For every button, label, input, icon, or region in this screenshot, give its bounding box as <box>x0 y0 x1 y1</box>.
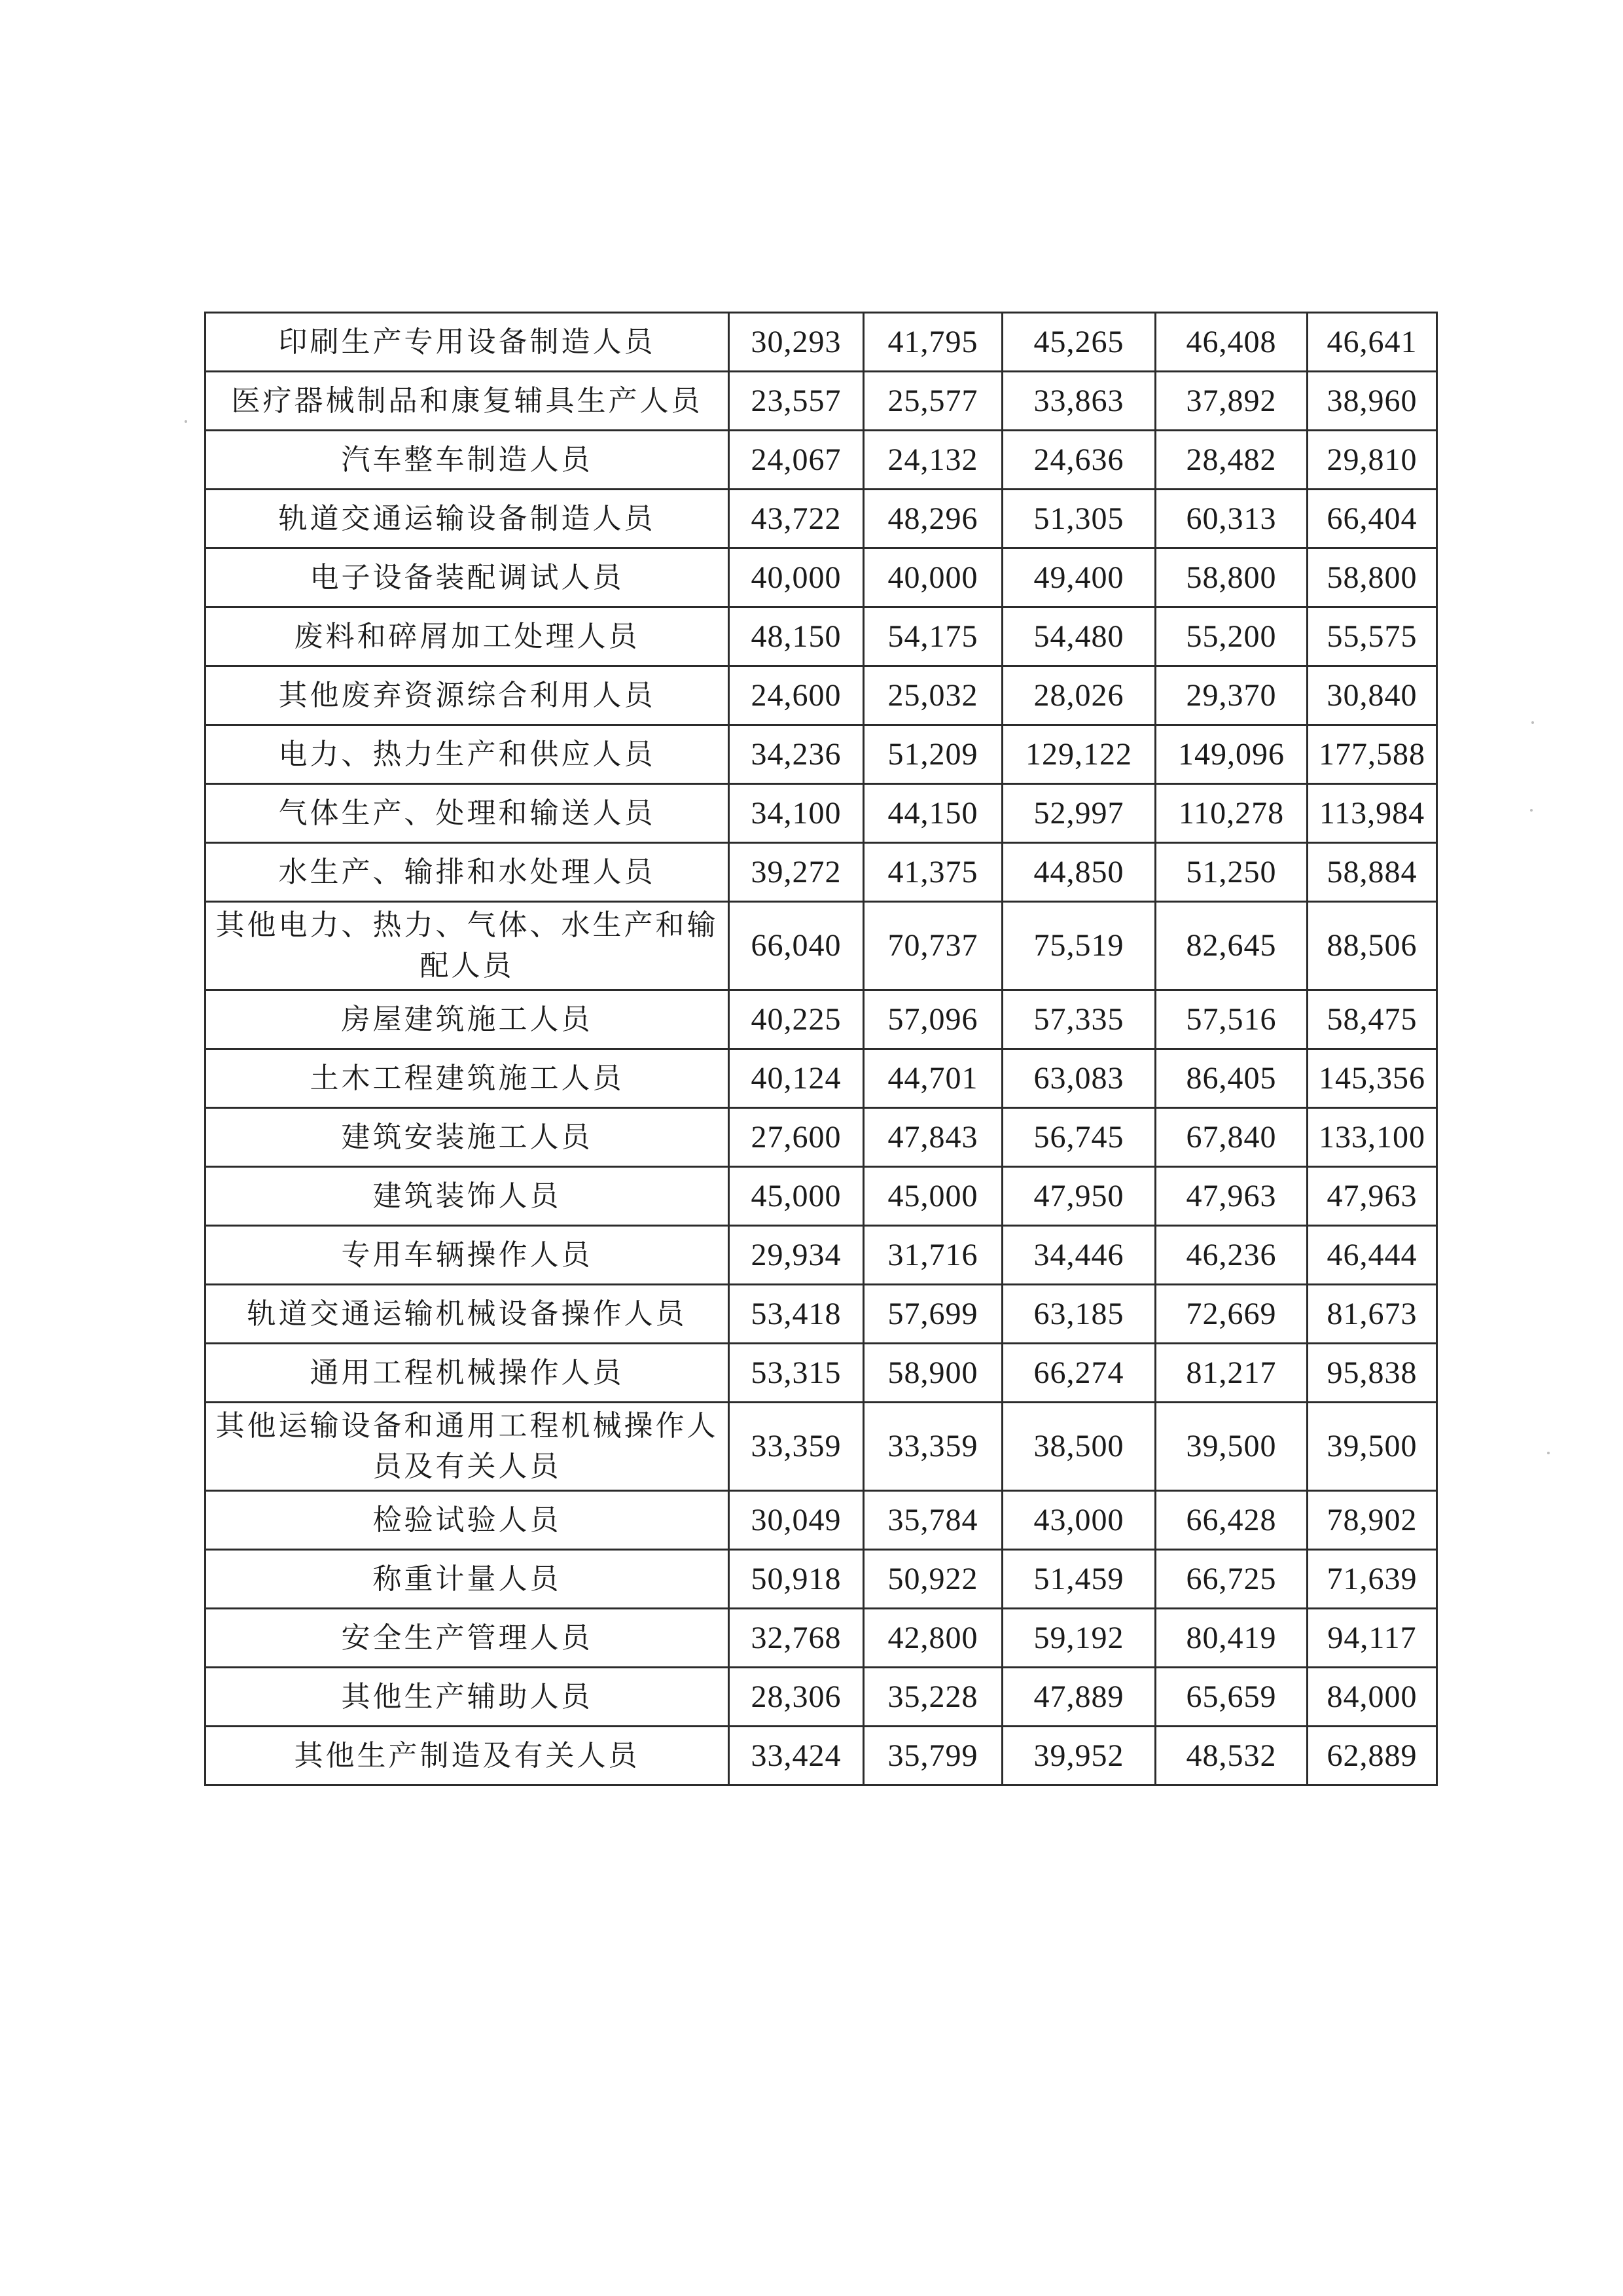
wage-value-cell: 57,335 <box>1003 990 1156 1049</box>
occupation-name-cell: 水生产、输排和水处理人员 <box>205 843 729 902</box>
wage-value-cell: 65,659 <box>1156 1668 1308 1727</box>
wage-value-cell: 31,716 <box>864 1226 1003 1285</box>
wage-value-cell: 34,100 <box>729 784 864 843</box>
wage-value-cell: 53,418 <box>729 1285 864 1344</box>
wage-value-cell: 66,274 <box>1003 1344 1156 1403</box>
wage-value-cell: 29,370 <box>1156 666 1308 725</box>
wage-value-cell: 54,480 <box>1003 607 1156 666</box>
scan-speck <box>1531 721 1534 724</box>
wage-value-cell: 80,419 <box>1156 1609 1308 1668</box>
scan-speck <box>1530 809 1533 812</box>
scan-speck <box>1547 1452 1550 1454</box>
wage-value-cell: 66,725 <box>1156 1550 1308 1609</box>
occupation-name-cell: 废料和碎屑加工处理人员 <box>205 607 729 666</box>
wage-value-cell: 44,850 <box>1003 843 1156 902</box>
wage-value-cell: 113,984 <box>1308 784 1437 843</box>
wage-value-cell: 48,150 <box>729 607 864 666</box>
wage-value-cell: 66,040 <box>729 902 864 990</box>
wage-value-cell: 46,408 <box>1156 313 1308 372</box>
wage-value-cell: 47,950 <box>1003 1167 1156 1226</box>
wage-value-cell: 58,475 <box>1308 990 1437 1049</box>
wage-value-cell: 39,500 <box>1308 1403 1437 1491</box>
table-row <box>205 313 1437 372</box>
table-row <box>205 1285 1437 1344</box>
wage-value-cell: 34,236 <box>729 725 864 784</box>
wage-value-cell: 40,000 <box>864 548 1003 607</box>
wage-value-cell: 39,500 <box>1156 1403 1308 1491</box>
occupation-name-cell: 建筑安装施工人员 <box>205 1108 729 1167</box>
occupation-name-cell: 房屋建筑施工人员 <box>205 990 729 1049</box>
wage-value-cell: 43,722 <box>729 490 864 548</box>
wage-value-cell: 57,699 <box>864 1285 1003 1344</box>
wage-value-cell: 29,810 <box>1308 431 1437 490</box>
wage-value-cell: 58,800 <box>1308 548 1437 607</box>
wage-value-cell: 47,963 <box>1308 1167 1437 1226</box>
occupation-name-cell: 专用车辆操作人员 <box>205 1226 729 1285</box>
wage-value-cell: 25,577 <box>864 372 1003 431</box>
wage-value-cell: 59,192 <box>1003 1609 1156 1668</box>
wage-value-cell: 41,795 <box>864 313 1003 372</box>
table-row <box>205 372 1437 431</box>
table-row <box>205 490 1437 548</box>
wage-value-cell: 72,669 <box>1156 1285 1308 1344</box>
wage-value-cell: 70,737 <box>864 902 1003 990</box>
wage-value-cell: 30,049 <box>729 1491 864 1550</box>
wage-value-cell: 75,519 <box>1003 902 1156 990</box>
wage-value-cell: 88,506 <box>1308 902 1437 990</box>
wage-value-cell: 81,217 <box>1156 1344 1308 1403</box>
occupation-name-cell: 轨道交通运输设备制造人员 <box>205 490 729 548</box>
wage-value-cell: 62,889 <box>1308 1727 1437 1785</box>
table-row <box>205 548 1437 607</box>
wage-value-cell: 52,997 <box>1003 784 1156 843</box>
table-row <box>205 666 1437 725</box>
wage-value-cell: 46,641 <box>1308 313 1437 372</box>
wage-value-cell: 58,884 <box>1308 843 1437 902</box>
wage-value-cell: 28,026 <box>1003 666 1156 725</box>
table-row <box>205 1609 1437 1668</box>
wage-value-cell: 51,250 <box>1156 843 1308 902</box>
wage-value-cell: 44,701 <box>864 1049 1003 1108</box>
occupation-name-cell: 轨道交通运输机械设备操作人员 <box>205 1285 729 1344</box>
wage-value-cell: 33,424 <box>729 1727 864 1785</box>
wage-value-cell: 145,356 <box>1308 1049 1437 1108</box>
wage-value-cell: 129,122 <box>1003 725 1156 784</box>
wage-value-cell: 55,575 <box>1308 607 1437 666</box>
wage-value-cell: 54,175 <box>864 607 1003 666</box>
wage-value-cell: 42,800 <box>864 1609 1003 1668</box>
table-row <box>205 1226 1437 1285</box>
occupation-name-cell: 其他电力、热力、气体、水生产和输配人员 <box>205 902 729 990</box>
wage-value-cell: 94,117 <box>1308 1609 1437 1668</box>
table-row <box>205 607 1437 666</box>
wage-value-cell: 56,745 <box>1003 1108 1156 1167</box>
wage-value-cell: 29,934 <box>729 1226 864 1285</box>
wage-value-cell: 66,404 <box>1308 490 1437 548</box>
wage-table-body <box>205 313 1437 1785</box>
wage-value-cell: 48,532 <box>1156 1727 1308 1785</box>
occupation-name-cell: 其他生产制造及有关人员 <box>205 1727 729 1785</box>
wage-value-cell: 71,639 <box>1308 1550 1437 1609</box>
wage-value-cell: 40,000 <box>729 548 864 607</box>
table-row <box>205 1550 1437 1609</box>
wage-value-cell: 44,150 <box>864 784 1003 843</box>
wage-value-cell: 32,768 <box>729 1609 864 1668</box>
occupation-name-cell: 医疗器械制品和康复辅具生产人员 <box>205 372 729 431</box>
table-row <box>205 1403 1437 1491</box>
wage-value-cell: 86,405 <box>1156 1049 1308 1108</box>
wage-value-cell: 57,096 <box>864 990 1003 1049</box>
wage-value-cell: 38,500 <box>1003 1403 1156 1491</box>
wage-value-cell: 24,636 <box>1003 431 1156 490</box>
table-row <box>205 725 1437 784</box>
wage-value-cell: 63,185 <box>1003 1285 1156 1344</box>
wage-value-cell: 66,428 <box>1156 1491 1308 1550</box>
wage-value-cell: 46,444 <box>1308 1226 1437 1285</box>
table-row <box>205 902 1437 990</box>
wage-value-cell: 25,032 <box>864 666 1003 725</box>
wage-value-cell: 133,100 <box>1308 1108 1437 1167</box>
wage-value-cell: 82,645 <box>1156 902 1308 990</box>
wage-value-cell: 33,359 <box>864 1403 1003 1491</box>
occupation-name-cell: 安全生产管理人员 <box>205 1609 729 1668</box>
wage-value-cell: 23,557 <box>729 372 864 431</box>
wage-value-cell: 35,228 <box>864 1668 1003 1727</box>
table-row <box>205 431 1437 490</box>
wage-value-cell: 48,296 <box>864 490 1003 548</box>
wage-value-cell: 67,840 <box>1156 1108 1308 1167</box>
wage-value-cell: 24,132 <box>864 431 1003 490</box>
wage-value-cell: 58,900 <box>864 1344 1003 1403</box>
occupation-name-cell: 建筑装饰人员 <box>205 1167 729 1226</box>
table-row <box>205 1108 1437 1167</box>
occupation-name-cell: 气体生产、处理和输送人员 <box>205 784 729 843</box>
wage-value-cell: 40,124 <box>729 1049 864 1108</box>
table-row <box>205 990 1437 1049</box>
wage-value-cell: 47,963 <box>1156 1167 1308 1226</box>
wage-value-cell: 177,588 <box>1308 725 1437 784</box>
wage-value-cell: 58,800 <box>1156 548 1308 607</box>
wage-value-cell: 84,000 <box>1308 1668 1437 1727</box>
scan-speck <box>185 420 187 423</box>
wage-value-cell: 35,799 <box>864 1727 1003 1785</box>
wage-value-cell: 33,863 <box>1003 372 1156 431</box>
wage-value-cell: 53,315 <box>729 1344 864 1403</box>
occupation-name-cell: 土木工程建筑施工人员 <box>205 1049 729 1108</box>
wage-value-cell: 41,375 <box>864 843 1003 902</box>
occupation-name-cell: 汽车整车制造人员 <box>205 431 729 490</box>
occupation-name-cell: 其他生产辅助人员 <box>205 1668 729 1727</box>
wage-value-cell: 63,083 <box>1003 1049 1156 1108</box>
wage-value-cell: 43,000 <box>1003 1491 1156 1550</box>
table-row <box>205 1167 1437 1226</box>
wage-value-cell: 51,305 <box>1003 490 1156 548</box>
occupation-name-cell: 电力、热力生产和供应人员 <box>205 725 729 784</box>
wage-value-cell: 50,918 <box>729 1550 864 1609</box>
wage-value-cell: 51,209 <box>864 725 1003 784</box>
table-row <box>205 1344 1437 1403</box>
wage-table <box>204 312 1438 1786</box>
table-row <box>205 784 1437 843</box>
wage-value-cell: 78,902 <box>1308 1491 1437 1550</box>
wage-value-cell: 57,516 <box>1156 990 1308 1049</box>
table-row <box>205 1727 1437 1785</box>
wage-value-cell: 49,400 <box>1003 548 1156 607</box>
wage-value-cell: 38,960 <box>1308 372 1437 431</box>
wage-value-cell: 24,600 <box>729 666 864 725</box>
wage-value-cell: 33,359 <box>729 1403 864 1491</box>
wage-value-cell: 24,067 <box>729 431 864 490</box>
table-row <box>205 1668 1437 1727</box>
wage-value-cell: 28,306 <box>729 1668 864 1727</box>
wage-value-cell: 110,278 <box>1156 784 1308 843</box>
occupation-name-cell: 检验试验人员 <box>205 1491 729 1550</box>
occupation-name-cell: 印刷生产专用设备制造人员 <box>205 313 729 372</box>
wage-value-cell: 34,446 <box>1003 1226 1156 1285</box>
wage-value-cell: 37,892 <box>1156 372 1308 431</box>
wage-value-cell: 149,096 <box>1156 725 1308 784</box>
occupation-name-cell: 称重计量人员 <box>205 1550 729 1609</box>
wage-value-cell: 51,459 <box>1003 1550 1156 1609</box>
wage-value-cell: 45,000 <box>729 1167 864 1226</box>
wage-value-cell: 27,600 <box>729 1108 864 1167</box>
occupation-name-cell: 通用工程机械操作人员 <box>205 1344 729 1403</box>
occupation-name-cell: 其他废弃资源综合利用人员 <box>205 666 729 725</box>
wage-value-cell: 50,922 <box>864 1550 1003 1609</box>
wage-value-cell: 45,265 <box>1003 313 1156 372</box>
wage-value-cell: 45,000 <box>864 1167 1003 1226</box>
wage-value-cell: 55,200 <box>1156 607 1308 666</box>
wage-value-cell: 81,673 <box>1308 1285 1437 1344</box>
wage-value-cell: 60,313 <box>1156 490 1308 548</box>
wage-value-cell: 47,889 <box>1003 1668 1156 1727</box>
wage-value-cell: 30,840 <box>1308 666 1437 725</box>
wage-value-cell: 95,838 <box>1308 1344 1437 1403</box>
wage-value-cell: 40,225 <box>729 990 864 1049</box>
wage-value-cell: 46,236 <box>1156 1226 1308 1285</box>
wage-value-cell: 39,952 <box>1003 1727 1156 1785</box>
occupation-name-cell: 电子设备装配调试人员 <box>205 548 729 607</box>
wage-value-cell: 28,482 <box>1156 431 1308 490</box>
occupation-name-cell: 其他运输设备和通用工程机械操作人员及有关人员 <box>205 1403 729 1491</box>
wage-value-cell: 39,272 <box>729 843 864 902</box>
table-row <box>205 1049 1437 1108</box>
wage-value-cell: 30,293 <box>729 313 864 372</box>
wage-value-cell: 35,784 <box>864 1491 1003 1550</box>
wage-value-cell: 47,843 <box>864 1108 1003 1167</box>
table-row <box>205 1491 1437 1550</box>
table-row <box>205 843 1437 902</box>
